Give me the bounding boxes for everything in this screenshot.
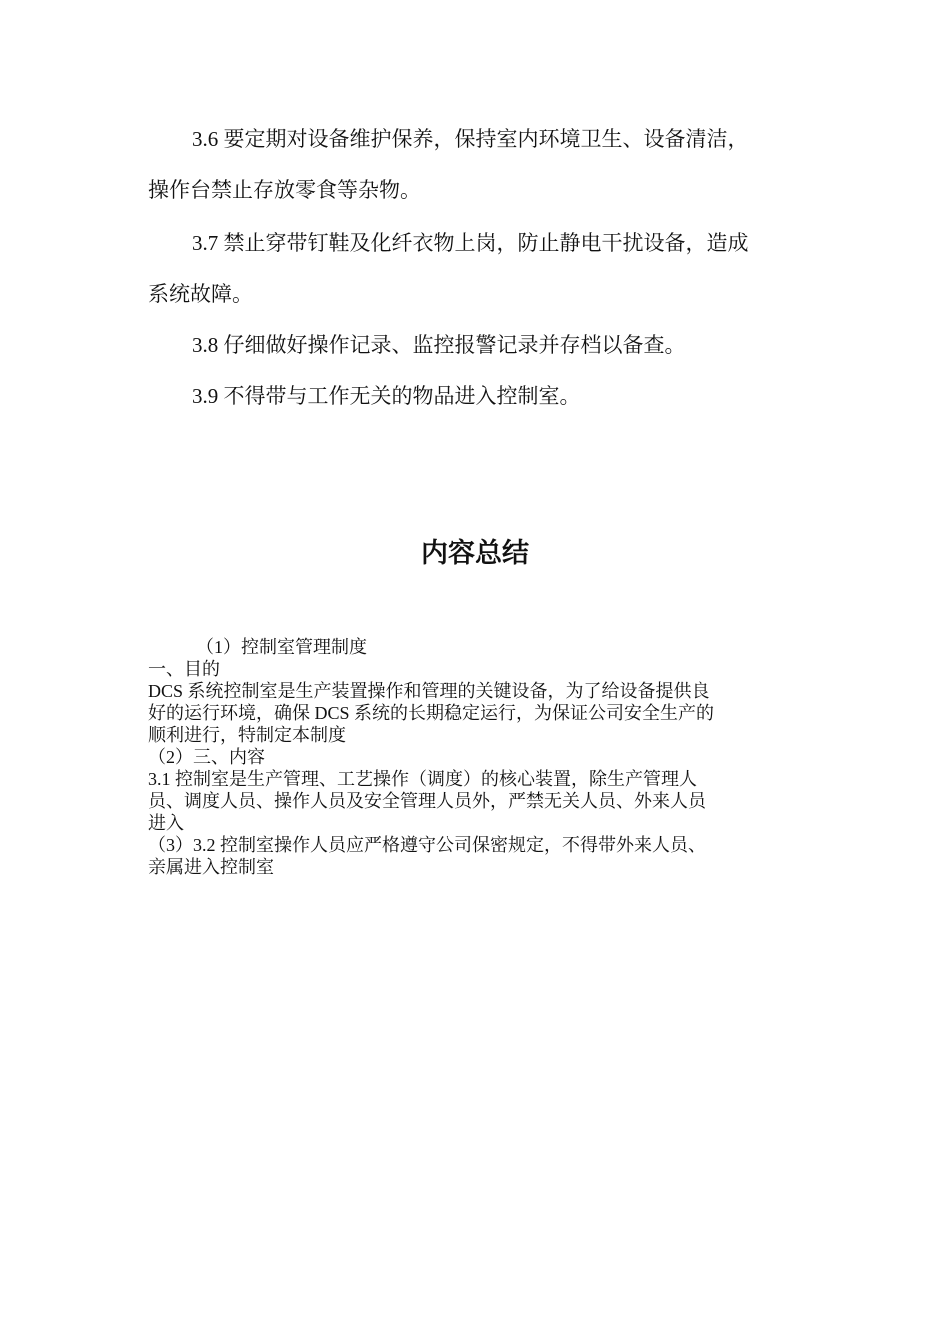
summary-line: （1）控制室管理制度: [196, 637, 367, 657]
summary-line: 亲属进入控制室: [148, 857, 274, 877]
paragraph-3-6-line2: 操作台禁止存放零食等杂物。: [148, 178, 421, 202]
summary-title: 内容总结: [421, 538, 529, 568]
summary-line: 进入: [148, 813, 184, 833]
summary-line: DCS 系统控制室是生产装置操作和管理的关键设备，为了给设备提供良: [148, 681, 710, 701]
summary-line: 顺利进行，特制定本制度: [148, 725, 346, 745]
paragraph-3-6-line1: 3.6 要定期对设备维护保养，保持室内环境卫生、设备清洁，: [192, 127, 749, 151]
paragraph-3-8: 3.8 仔细做好操作记录、监控报警记录并存档以备查。: [192, 333, 686, 357]
summary-line: 员、调度人员、操作人员及安全管理人员外，严禁无关人员、外来人员: [148, 791, 706, 811]
summary-line: 3.1 控制室是生产管理、工艺操作（调度）的核心装置，除生产管理人: [148, 769, 697, 789]
summary-line: （3）3.2 控制室操作人员应严格遵守公司保密规定，不得带外来人员、: [148, 835, 706, 855]
summary-block: [148, 636, 808, 878]
summary-line: 一、目的: [148, 659, 220, 679]
summary-line: （2）三、内容: [148, 747, 265, 767]
paragraph-3-7-line1: 3.7 禁止穿带钉鞋及化纤衣物上岗，防止静电干扰设备，造成: [192, 231, 749, 255]
paragraph-3-7-line2: 系统故障。: [148, 282, 253, 306]
paragraph-3-9: 3.9 不得带与工作无关的物品进入控制室。: [192, 384, 581, 408]
summary-line: 好的运行环境，确保 DCS 系统的长期稳定运行，为保证公司安全生产的: [148, 703, 715, 723]
